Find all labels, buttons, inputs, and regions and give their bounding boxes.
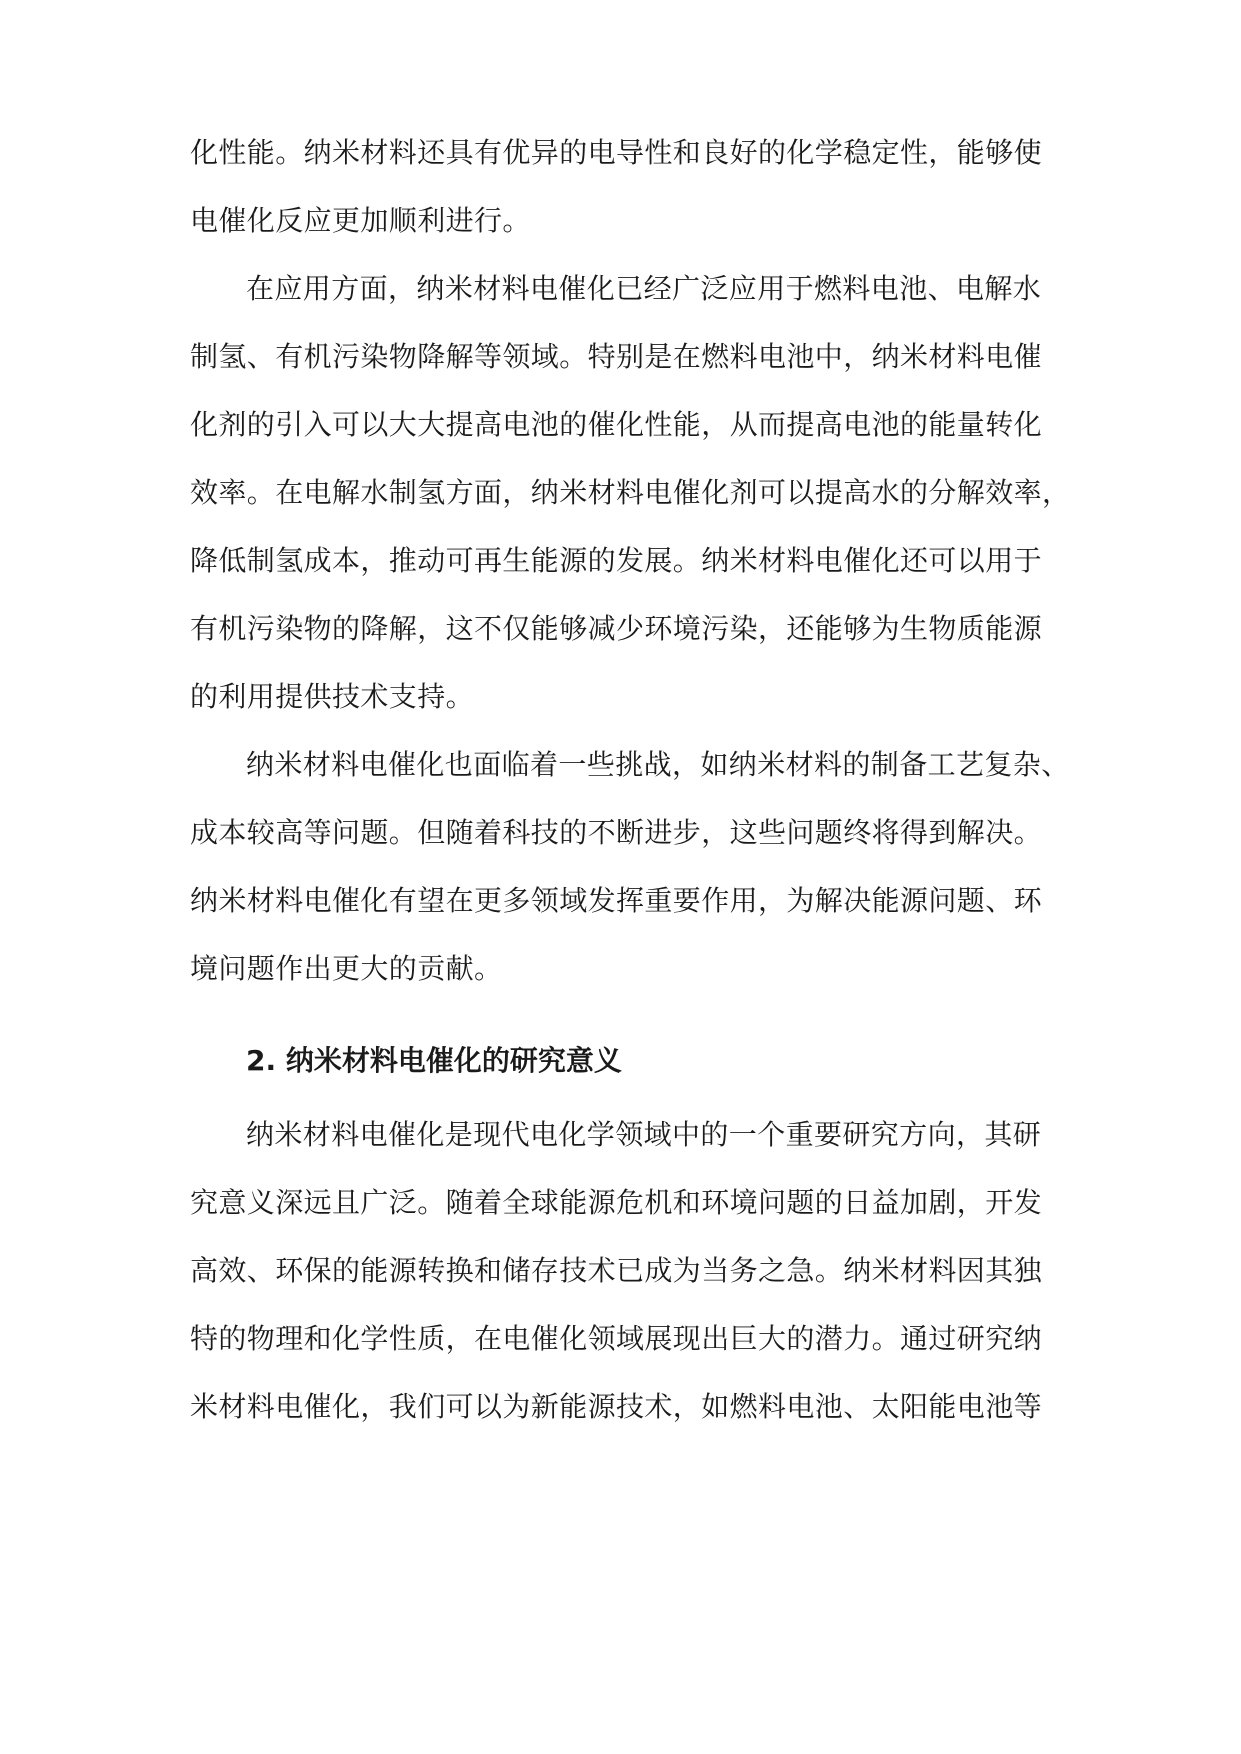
paragraph-2-line-7: 的利用提供技术支持。: [190, 680, 475, 713]
paragraph-1-line-2: 电催化反应更加顺利进行。: [190, 204, 531, 237]
paragraph-3-line-4: 境问题作出更大的贡献。: [190, 952, 503, 985]
paragraph-4-line-4: 特的物理和化学性质，在电催化领域展现出巨大的潜力。通过研究纳: [190, 1322, 1043, 1355]
paragraph-2-line-4: 效率。在电解水制氢方面，纳米材料电催化剂可以提高水的分解效率，: [190, 476, 1071, 509]
paragraph-4-line-2: 究意义深远且广泛。随着全球能源危机和环境问题的日益加剧，开发: [190, 1186, 1043, 1219]
section-heading: 2. 纳米材料电催化的研究意义: [246, 1044, 622, 1077]
paragraph-3-line-2: 成本较高等问题。但随着科技的不断进步，这些问题终将得到解决。: [190, 816, 1043, 849]
paragraph-1-line-1: 化性能。纳米材料还具有优异的电导性和良好的化学稳定性，能够使: [190, 136, 1043, 169]
paragraph-3-line-1: 纳米材料电催化也面临着一些挑战，如纳米材料的制备工艺复杂、: [246, 748, 1070, 781]
paragraph-4-line-3: 高效、环保的能源转换和储存技术已成为当务之急。纳米材料因其独: [190, 1254, 1043, 1287]
paragraph-4-line-5: 米材料电催化，我们可以为新能源技术，如燃料电池、太阳能电池等: [190, 1390, 1043, 1423]
paragraph-4-line-1: 纳米材料电催化是现代电化学领域中的一个重要研究方向，其研: [246, 1118, 1042, 1151]
paragraph-2-line-6: 有机污染物的降解，这不仅能够减少环境污染，还能够为生物质能源: [190, 612, 1043, 645]
paragraph-3-line-3: 纳米材料电催化有望在更多领域发挥重要作用，为解决能源问题、环: [190, 884, 1043, 917]
paragraph-2-line-2: 制氢、有机污染物降解等领域。特别是在燃料电池中，纳米材料电催: [190, 340, 1043, 373]
paragraph-2-line-5: 降低制氢成本，推动可再生能源的发展。纳米材料电催化还可以用于: [190, 544, 1043, 577]
paragraph-2-line-1: 在应用方面，纳米材料电催化已经广泛应用于燃料电池、电解水: [246, 272, 1042, 305]
paragraph-2-line-3: 化剂的引入可以大大提高电池的催化性能，从而提高电池的能量转化: [190, 408, 1043, 441]
